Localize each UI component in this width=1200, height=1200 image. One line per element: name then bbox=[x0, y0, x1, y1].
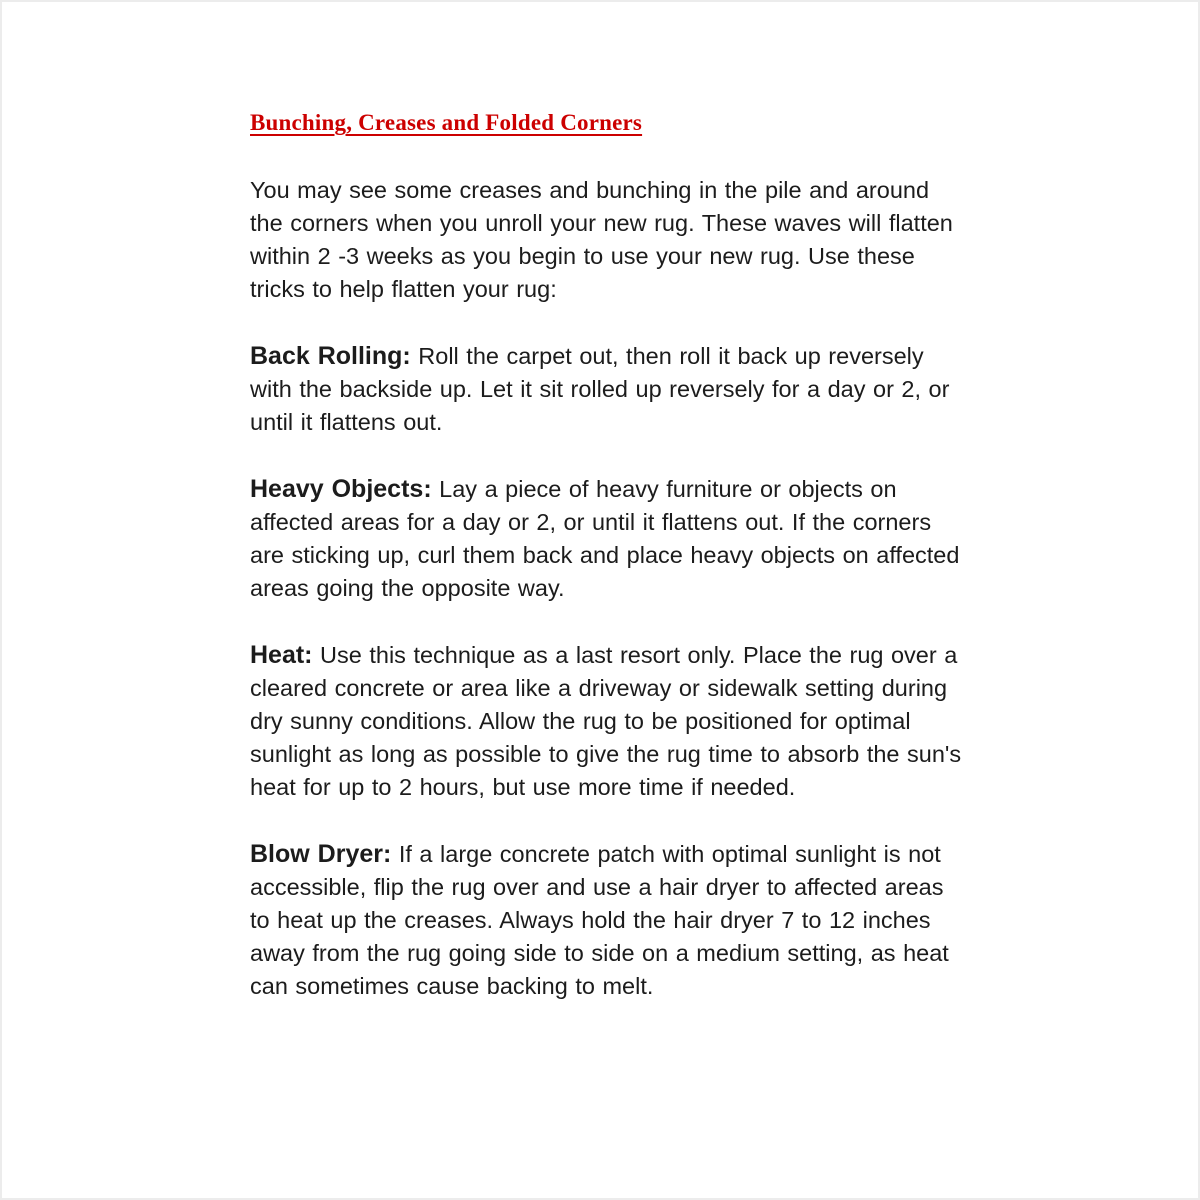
section-heavy-objects-label: Heavy Objects: bbox=[250, 475, 432, 503]
section-heavy-objects bbox=[250, 473, 965, 605]
section-blow-dryer bbox=[250, 838, 965, 1003]
section-blow-dryer-label: Blow Dryer: bbox=[250, 840, 392, 868]
section-blow-dryer-text: If a large concrete patch with optimal sunlight is not accessible, flip the rug over and use a hair dryer to affected areas to heat up the creases. Always hold the hair dryer 7 to 12 inches away from the rug going side to side on a medium setting, as heat can sometimes cause backing to melt. bbox=[250, 841, 949, 999]
section-heat bbox=[250, 639, 965, 804]
section-back-rolling-label: Back Rolling: bbox=[250, 342, 411, 370]
section-heat-text: Use this technique as a last resort only. Place the rug over a cleared concrete or area like a driveway or sidewalk setting during dry sunny conditions. Allow the rug to be positioned for optimal sunlight as long as possible to give the rug time to absorb the sun's heat for up to 2 hours, but use more time if needed. bbox=[250, 642, 962, 800]
section-heavy-objects-text: Lay a piece of heavy furniture or objects on affected areas for a day or 2, or until it flattens out. If the corners are sticking up, curl them back and place heavy objects on affected areas going the opposite way. bbox=[250, 476, 960, 601]
section-back-rolling-text: Roll the carpet out, then roll it back up reversely with the backside up. Let it sit rolled up reversely for a day or 2, or until it flattens out. bbox=[250, 343, 950, 435]
intro-paragraph: You may see some creases and bunching in the pile and around the corners when you unroll your new rug. These waves will flatten within 2 -3 weeks as you begin to use your new rug. Use these tricks to help flatten your rug: bbox=[250, 177, 953, 302]
document-title: Bunching, Creases and Folded Corners bbox=[250, 110, 643, 135]
section-back-rolling bbox=[250, 340, 965, 439]
section-heat-label: Heat: bbox=[250, 641, 313, 669]
document-content bbox=[250, 110, 965, 1037]
